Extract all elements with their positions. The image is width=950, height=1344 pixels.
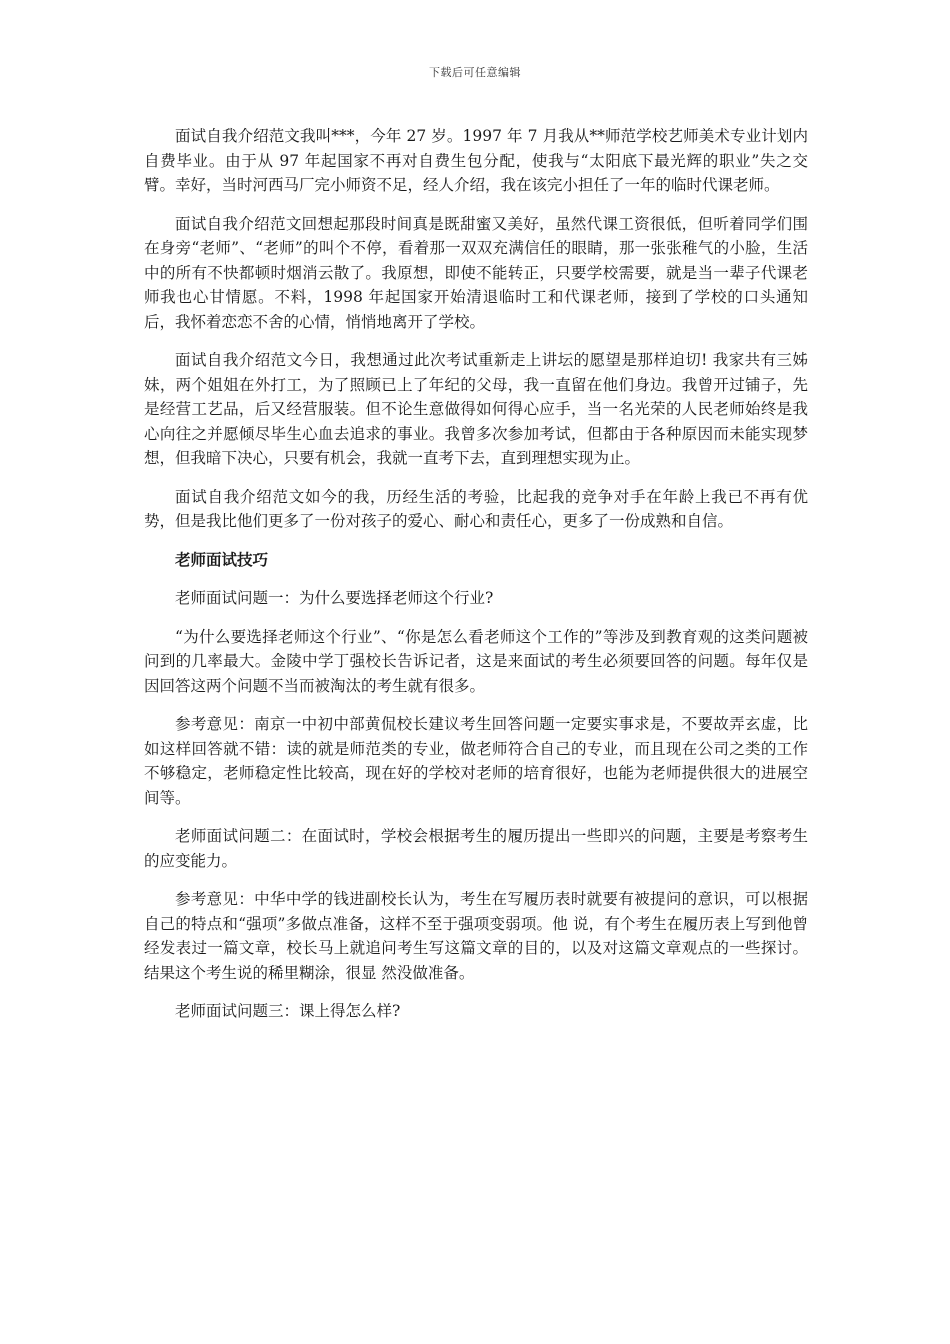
header-note: 下载后可任意编辑 bbox=[429, 66, 521, 79]
question-3: 老师面试问题三：课上得怎么样? bbox=[175, 1002, 401, 1020]
intro-paragraph-1: 面试自我介绍范文我叫***，今年 27 岁。1997 年 7 月我从**师范学校艺师美术专业计划内自费毕业。由于从 97 年起国家不再对自费生包分配，使我与“太阳底下最光辉的职业”失之交臂。幸好，当时河西马厂完小师资不足，经人介绍，我在该完小担任了一年的临时代课老师。 bbox=[144, 127, 808, 194]
document-body bbox=[144, 124, 808, 1038]
question-2-advice: 参考意见：中华中学的钱进副校长认为，考生在写履历表时就要有被提问的意识，可以根据 自己的特点和“强项”多做点准备，这样不至于强项变弱项。他 说，有个考生在履历表上写到他曾经发表过一篇文章，校长马上就追问考生写这篇文章的目的，以及对这篇文章观点的一些探讨。结果这个考生说的稀里糊涂，很显 然没做准备。 bbox=[144, 890, 808, 982]
intro-paragraph-3: 面试自我介绍范文今日，我想通过此次考试重新走上讲坛的愿望是那样迫切! 我家共有三姊 妹，两个姐姐在外打工，为了照顾已上了年纪的父母，我一直留在他们身边。我曾开过铺子，先是经营工艺品，后又经营服装。但不论生意做得如何得心应手，当一名光荣的人民老师始终是我心向往之并愿倾尽毕生心血去追求的事业。我曾多次参加考试，但都由于各种原因而未能实现梦想，但我暗下决心，只要有机会，我就一直考下去，直到理想实现为止。 bbox=[144, 351, 808, 467]
section-heading: 老师面试技巧 bbox=[175, 550, 269, 569]
question-1-advice: 参考意见：南京一中初中部黄侃校长建议考生回答问题一定要实事求是，不要故弄玄虚，比如这样回答就不错：读的就是师范类的专业，做老师符合自己的专业，而且现在公司之类的工作不够稳定，老师稳定性比较高，现在好的学校对老师的培育很好，也能为老师提供很大的进展空间等。 bbox=[144, 715, 808, 807]
intro-paragraph-2: 面试自我介绍范文回想起那段时间真是既甜蜜又美好，虽然代课工资很低，但听着同学们围 在身旁“老师”、“老师”的叫个不停，看着那一双双充满信任的眼睛，那一张张稚气的小脸，生活中的所有不快都顿时烟消云散了。我原想，即使不能转正，只要学校需要，就是当一辈子代课老师我也心甘情愿。不料，1998 年起国家开始清退临时工和代课老师，接到了学校的口头通知后，我怀着恋恋不舍的心情，悄悄地离开了学校。 bbox=[144, 214, 808, 331]
intro-paragraph-4: 面试自我介绍范文如今的我，历经生活的考验，比起我的竞争对手在年龄上我已不再有优势，但是我比他们更多了一份对孩子的爱心、耐心和责任心，更多了一份成熟和自信。 bbox=[144, 487, 808, 530]
question-1: 老师面试问题一：为什么要选择老师这个行业? bbox=[175, 589, 494, 607]
question-2: 老师面试问题二：在面试时，学校会根据考生的履历提出一些即兴的问题，主要是考察考生的应变能力。 bbox=[144, 827, 808, 870]
question-1-explanation: “为什么要选择老师这个行业”、“你是怎么看老师这个工作的”等涉及到教育观的这类问题被问到的几率最大。金陵中学丁强校长告诉记者，这是来面试的考生必须要回答的问题。每年仅是因回答这两个问题不当而被淘汰的考生就有很多。 bbox=[144, 627, 808, 695]
